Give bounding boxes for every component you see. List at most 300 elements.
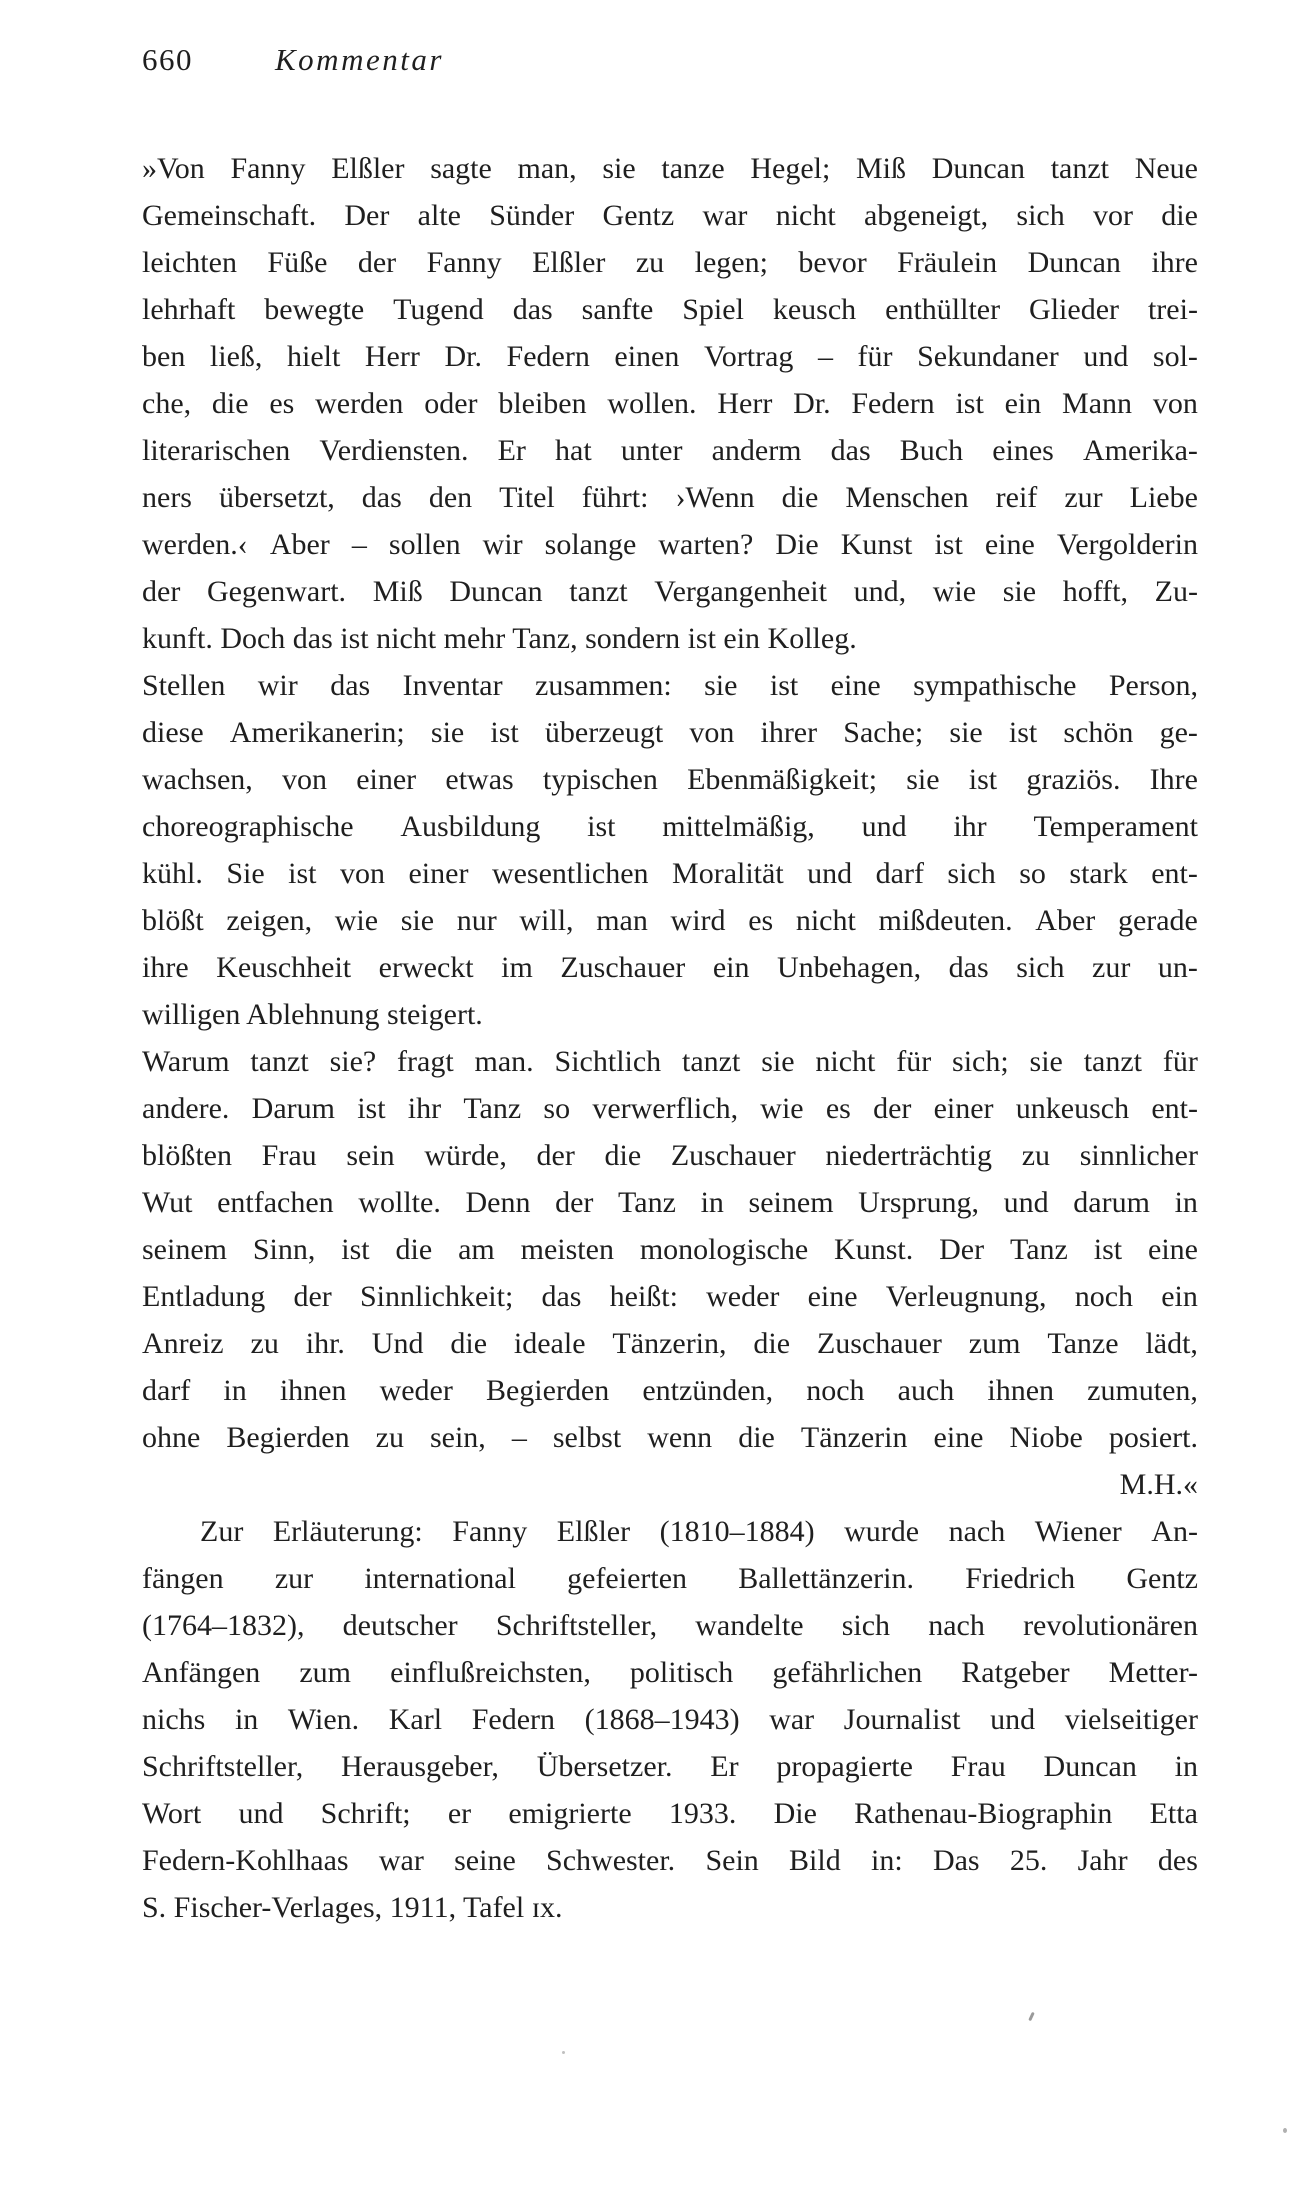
- word: sie: [602, 152, 636, 185]
- word: sie: [430, 716, 465, 749]
- word: nach: [948, 1515, 1006, 1548]
- word: tanzt: [682, 1045, 741, 1078]
- word: tanzt: [250, 1045, 309, 1078]
- word: ihr: [407, 1092, 442, 1125]
- word: fängen: [142, 1562, 224, 1595]
- text-line: [142, 521, 1198, 568]
- word: un-: [1157, 951, 1198, 984]
- word: Wort: [142, 1797, 202, 1830]
- word: in:: [871, 1844, 903, 1877]
- word: ein: [1004, 387, 1042, 420]
- word: Hegel;: [750, 152, 831, 185]
- word: unter: [620, 434, 683, 467]
- word: und: [1083, 340, 1129, 373]
- text-line: [142, 568, 1198, 615]
- word: Federn-Kohlhaas: [142, 1844, 349, 1877]
- word: würde,: [424, 1139, 507, 1172]
- word: Duncan: [931, 152, 1025, 185]
- text-line: [142, 709, 1198, 756]
- word: erweckt: [378, 951, 474, 984]
- word: sanfte: [581, 293, 654, 326]
- word: die: [1161, 199, 1198, 232]
- scan-speck: [1028, 2012, 1035, 2021]
- word: die: [753, 1327, 791, 1360]
- commentary-lines: [142, 1508, 1198, 1931]
- word: sich: [841, 1609, 891, 1642]
- word: man: [596, 904, 648, 937]
- word: graziös.: [1026, 763, 1121, 796]
- word: lädt,: [1145, 1327, 1198, 1360]
- word: in: [234, 1703, 259, 1736]
- word: ben: [142, 340, 186, 373]
- word: Elßler: [331, 152, 405, 185]
- text-line: [142, 1743, 1198, 1790]
- word: Er: [497, 434, 526, 467]
- word: Wiener: [1034, 1515, 1122, 1548]
- word: wollen.: [607, 387, 697, 420]
- word: Herausgeber,: [341, 1750, 499, 1783]
- word: Vergolderin: [1056, 528, 1198, 561]
- word: noch: [1074, 1280, 1134, 1313]
- word: war: [378, 1844, 424, 1877]
- word: ist: [955, 387, 984, 420]
- word: Metter-: [1108, 1656, 1198, 1689]
- word: Elßler: [532, 246, 606, 279]
- word: Herr: [717, 387, 773, 420]
- word: Temperament: [1033, 810, 1198, 843]
- word: Amerikanerin;: [229, 716, 405, 749]
- scan-speck: [1283, 2128, 1287, 2133]
- word: Vergangenheit: [654, 575, 827, 608]
- word: Menschen: [845, 481, 969, 514]
- word: übersetzt,: [219, 481, 335, 514]
- word: Entladung: [142, 1280, 266, 1313]
- word: in: [223, 1374, 247, 1407]
- word: zum: [299, 1656, 352, 1689]
- word: zu: [250, 1327, 279, 1360]
- word: wandelte: [695, 1609, 804, 1642]
- word: blößten: [142, 1139, 232, 1172]
- word: Und: [371, 1327, 424, 1360]
- word: etwas: [445, 763, 514, 796]
- word: Dr.: [793, 387, 831, 420]
- word: Stellen: [142, 669, 226, 702]
- word: Schriftsteller,: [142, 1750, 304, 1783]
- word: sie: [949, 716, 983, 749]
- word: seine: [454, 1844, 516, 1877]
- word: eines: [992, 434, 1054, 467]
- word: ist: [968, 763, 998, 796]
- text-line: [142, 1320, 1198, 1367]
- word: im: [501, 951, 533, 984]
- word: einflußreichsten,: [390, 1656, 591, 1689]
- word: Aber: [1035, 904, 1096, 937]
- word: noch: [806, 1374, 865, 1407]
- word: Jahr: [1077, 1844, 1128, 1877]
- word: hat: [555, 434, 592, 467]
- word: Übersetzer.: [536, 1750, 673, 1783]
- word: Tanze: [1047, 1327, 1119, 1360]
- word: sie: [906, 763, 940, 796]
- text-line: willigen Ablehnung steigert.: [142, 998, 483, 1031]
- text-line: [142, 1790, 1198, 1837]
- word: Vortrag: [703, 340, 794, 373]
- word: weder: [706, 1280, 780, 1313]
- text-line: S. Fischer-Verlages, 1911, Tafel ɪx.: [142, 1891, 563, 1924]
- word: An-: [1151, 1515, 1198, 1548]
- word: ist: [357, 1092, 386, 1125]
- word: Duncan: [1027, 246, 1121, 279]
- word: in: [700, 1186, 724, 1219]
- word: Er: [710, 1750, 739, 1783]
- word: bleiben: [498, 387, 587, 420]
- word: Sinnlichkeit;: [359, 1280, 514, 1313]
- word: ein: [712, 951, 750, 984]
- text-line: [142, 239, 1198, 286]
- word: Keuschheit: [216, 951, 352, 984]
- text-line: [142, 1414, 1198, 1461]
- scan-speck: [562, 2051, 565, 2054]
- word: ihr: [953, 810, 987, 843]
- word: die: [604, 1139, 642, 1172]
- text-line: [142, 1367, 1198, 1414]
- word: Sinn,: [252, 1233, 316, 1266]
- word: sie: [1029, 1045, 1063, 1078]
- word: abgeneigt,: [864, 199, 989, 232]
- word: nicht: [795, 904, 856, 937]
- word: Wut: [142, 1186, 193, 1219]
- word: Gegenwart.: [206, 575, 347, 608]
- word: Anreiz: [142, 1327, 224, 1360]
- word: sich: [947, 857, 996, 890]
- word: ist: [587, 810, 616, 843]
- word: niederträchtig: [825, 1139, 993, 1172]
- word: ist: [490, 716, 519, 749]
- word: auch: [897, 1374, 955, 1407]
- word: Etta: [1149, 1797, 1198, 1830]
- word: Tänzerin: [800, 1421, 908, 1454]
- word: war: [769, 1703, 815, 1736]
- word: sie?: [329, 1045, 377, 1078]
- word: sol-: [1152, 340, 1198, 373]
- word: gefährlichen: [772, 1656, 923, 1689]
- word: lehrhaft: [142, 293, 236, 326]
- word: das: [541, 1280, 582, 1313]
- word: wie: [932, 575, 977, 608]
- word: Inventar: [402, 669, 503, 702]
- word: und: [238, 1797, 284, 1830]
- word: Tanz: [1010, 1233, 1068, 1266]
- word: nur: [456, 904, 497, 937]
- word: überzeugt: [544, 716, 664, 749]
- word: von: [1152, 387, 1198, 420]
- word: Begierden: [485, 1374, 610, 1407]
- word: Zuschauer: [816, 1327, 942, 1360]
- word: Schriftsteller,: [495, 1609, 658, 1642]
- word: Titel: [499, 481, 555, 514]
- word: ist: [1093, 1233, 1123, 1266]
- text-line: [142, 286, 1198, 333]
- word: und,: [853, 575, 907, 608]
- word: sollen: [388, 528, 461, 561]
- word: leichten: [142, 246, 237, 279]
- word: die: [781, 481, 819, 514]
- word: wenn: [647, 1421, 713, 1454]
- word: tanzt: [1050, 152, 1109, 185]
- word: darf: [142, 1374, 191, 1407]
- word: Ballettänzerin.: [738, 1562, 914, 1595]
- word: ihre: [142, 951, 189, 984]
- quote-block: [142, 145, 1198, 1508]
- word: ihrer: [760, 716, 818, 749]
- word: tanzt: [569, 575, 628, 608]
- word: nicht: [815, 1045, 876, 1078]
- word: Frau: [950, 1750, 1006, 1783]
- word: monologische: [639, 1233, 809, 1266]
- word: in: [1174, 1750, 1198, 1783]
- word: ›Wenn: [675, 481, 755, 514]
- word: Darum: [251, 1092, 335, 1125]
- word: deutscher: [342, 1609, 458, 1642]
- word: sie: [761, 1045, 795, 1078]
- word: (1810–1884): [659, 1515, 815, 1548]
- word: bewegte: [264, 293, 365, 326]
- word: anderm: [711, 434, 802, 467]
- word: der: [873, 1092, 912, 1125]
- word: Liebe: [1129, 481, 1198, 514]
- word: gefeierten: [567, 1562, 688, 1595]
- word: Federn: [506, 340, 590, 373]
- word: einen: [614, 340, 680, 373]
- word: kühl.: [142, 857, 203, 890]
- word: –: [351, 528, 367, 561]
- word: Buch: [899, 434, 964, 467]
- word: die: [738, 1421, 775, 1454]
- word: eine: [807, 1280, 858, 1313]
- word: oder: [424, 387, 478, 420]
- word: wie: [334, 904, 379, 937]
- word: und: [1003, 1186, 1049, 1219]
- word: der: [357, 246, 397, 279]
- word: es: [269, 387, 295, 420]
- text-line: [142, 1132, 1198, 1179]
- word: will,: [519, 904, 574, 937]
- word: Fanny: [230, 152, 306, 185]
- word: Ursprung,: [858, 1186, 979, 1219]
- word: typischen: [542, 763, 658, 796]
- word: Denn: [465, 1186, 531, 1219]
- word: tanze: [661, 152, 725, 185]
- text-line: [142, 897, 1198, 944]
- word: die: [450, 1327, 488, 1360]
- word: Ausbildung: [400, 810, 541, 843]
- word: Der: [939, 1233, 985, 1266]
- word: Sein: [705, 1844, 759, 1877]
- word: choreographische: [142, 810, 354, 843]
- word: Moralität: [672, 857, 784, 890]
- page-number: 660: [142, 42, 193, 77]
- word: sich;: [952, 1045, 1009, 1078]
- word: Unbehagen,: [777, 951, 922, 984]
- word: nichs: [142, 1703, 206, 1736]
- word: (1868–1943): [584, 1703, 740, 1736]
- word: Verdiensten.: [319, 434, 469, 467]
- word: zu: [635, 246, 665, 279]
- word: Duncan: [449, 575, 543, 608]
- text-line: [142, 803, 1198, 850]
- word: wird: [670, 904, 726, 937]
- text-line: [142, 1555, 1198, 1602]
- word: von: [689, 716, 735, 749]
- word: Fräulein: [897, 246, 998, 279]
- word: sagte: [430, 152, 492, 185]
- page-header: [142, 36, 1198, 83]
- word: es: [748, 904, 774, 937]
- text-line: [142, 1696, 1198, 1743]
- word: Kunst.: [834, 1233, 914, 1266]
- word: das: [330, 669, 371, 702]
- word: zu: [375, 1421, 404, 1454]
- text-line: [142, 1602, 1198, 1649]
- word: Gemeinschaft.: [142, 199, 317, 232]
- word: zumuten,: [1087, 1374, 1198, 1407]
- word: war: [702, 199, 748, 232]
- word: Wien.: [287, 1703, 360, 1736]
- text-line: [142, 756, 1198, 803]
- word: sie: [704, 669, 738, 702]
- word: Neue: [1134, 152, 1198, 185]
- word: Zuschauer: [560, 951, 686, 984]
- word: Spiel: [682, 293, 744, 326]
- word: keusch: [772, 293, 857, 326]
- word: Tanz: [463, 1092, 522, 1125]
- word: zur: [1092, 951, 1131, 984]
- word: wir: [257, 669, 298, 702]
- word: sein,: [429, 1421, 486, 1454]
- quote-attribution: M.H.«: [1119, 1468, 1198, 1501]
- word: international: [364, 1562, 516, 1595]
- word: darum: [1073, 1186, 1150, 1219]
- word: sinnlicher: [1079, 1139, 1198, 1172]
- word: die: [395, 1233, 433, 1266]
- word: ist: [341, 1233, 370, 1266]
- word: führt:: [581, 481, 649, 514]
- word: Frau: [261, 1139, 317, 1172]
- word: Zuschauer: [670, 1139, 796, 1172]
- word: Gentz: [1126, 1562, 1198, 1595]
- word: emigrierte: [508, 1797, 632, 1830]
- word: Sache;: [843, 716, 924, 749]
- word: verwerflich,: [592, 1092, 739, 1125]
- word: für: [1162, 1045, 1198, 1078]
- word: das: [948, 951, 989, 984]
- word: den: [428, 481, 473, 514]
- word: wie: [760, 1092, 804, 1125]
- word: Begierden: [226, 1421, 350, 1454]
- word: man.: [474, 1045, 534, 1078]
- word: Zu-: [1154, 575, 1198, 608]
- word: der: [142, 575, 181, 608]
- word: wir: [482, 528, 523, 561]
- word: ideale: [513, 1327, 586, 1360]
- word: posiert.: [1108, 1421, 1198, 1454]
- word: werden: [315, 387, 404, 420]
- word: für: [896, 1045, 932, 1078]
- word: Tänzerin,: [612, 1327, 727, 1360]
- word: die: [211, 387, 249, 420]
- text-line: [142, 1085, 1198, 1132]
- word: Ebenmäßigkeit;: [687, 763, 878, 796]
- word: der: [536, 1139, 575, 1172]
- text-line: [142, 474, 1198, 521]
- text-line: [142, 1837, 1198, 1884]
- word: Miß: [372, 575, 423, 608]
- word: ließ,: [209, 340, 263, 373]
- word: politisch: [629, 1656, 734, 1689]
- text-line: [142, 427, 1198, 474]
- text-line: [142, 1179, 1198, 1226]
- word: ners: [142, 481, 192, 514]
- word: ist: [769, 669, 799, 702]
- word: das: [512, 293, 553, 326]
- quote-lines: [142, 145, 1198, 1461]
- word: Miß: [856, 152, 907, 185]
- word: eine: [933, 1421, 984, 1454]
- word: Journalist: [843, 1703, 961, 1736]
- word: Bild: [789, 1844, 841, 1877]
- word: Federn: [851, 387, 935, 420]
- word: werden.‹: [142, 528, 248, 561]
- word: –: [511, 1421, 527, 1454]
- word: ge-: [1159, 716, 1198, 749]
- word: Die: [773, 1797, 817, 1830]
- text-line: [142, 333, 1198, 380]
- word: 1933.: [668, 1797, 737, 1830]
- word: der: [555, 1186, 594, 1219]
- word: wesentlichen: [491, 857, 649, 890]
- word: propagierte: [776, 1750, 913, 1783]
- word: und: [807, 857, 853, 890]
- word: Zur: [200, 1515, 244, 1548]
- word: Ratgeber: [961, 1656, 1070, 1689]
- word: warten?: [658, 528, 754, 561]
- word: für: [857, 340, 893, 373]
- word: entfachen: [217, 1186, 334, 1219]
- word: heißt:: [609, 1280, 678, 1313]
- word: nach: [928, 1609, 985, 1642]
- word: zur: [1064, 481, 1103, 514]
- word: Federn: [471, 1703, 555, 1736]
- word: entzünden,: [642, 1374, 774, 1407]
- text-line: [142, 1508, 1198, 1555]
- word: sich: [1016, 199, 1065, 232]
- word: einer: [356, 763, 417, 796]
- word: Duncan: [1043, 1750, 1137, 1783]
- word: sie: [400, 904, 435, 937]
- word: –: [817, 340, 833, 373]
- word: enthüllter: [885, 293, 1001, 326]
- word: hielt: [286, 340, 341, 373]
- text-line: [142, 1038, 1198, 1085]
- word: er: [447, 1797, 472, 1830]
- word: (1764–1832),: [142, 1609, 305, 1642]
- word: ist: [288, 857, 317, 890]
- word: bevor: [798, 246, 867, 279]
- word: ist: [1008, 716, 1038, 749]
- running-head: Kommentar: [275, 42, 444, 77]
- word: Sichtlich: [554, 1045, 662, 1078]
- commentary-block: [142, 1508, 1198, 1931]
